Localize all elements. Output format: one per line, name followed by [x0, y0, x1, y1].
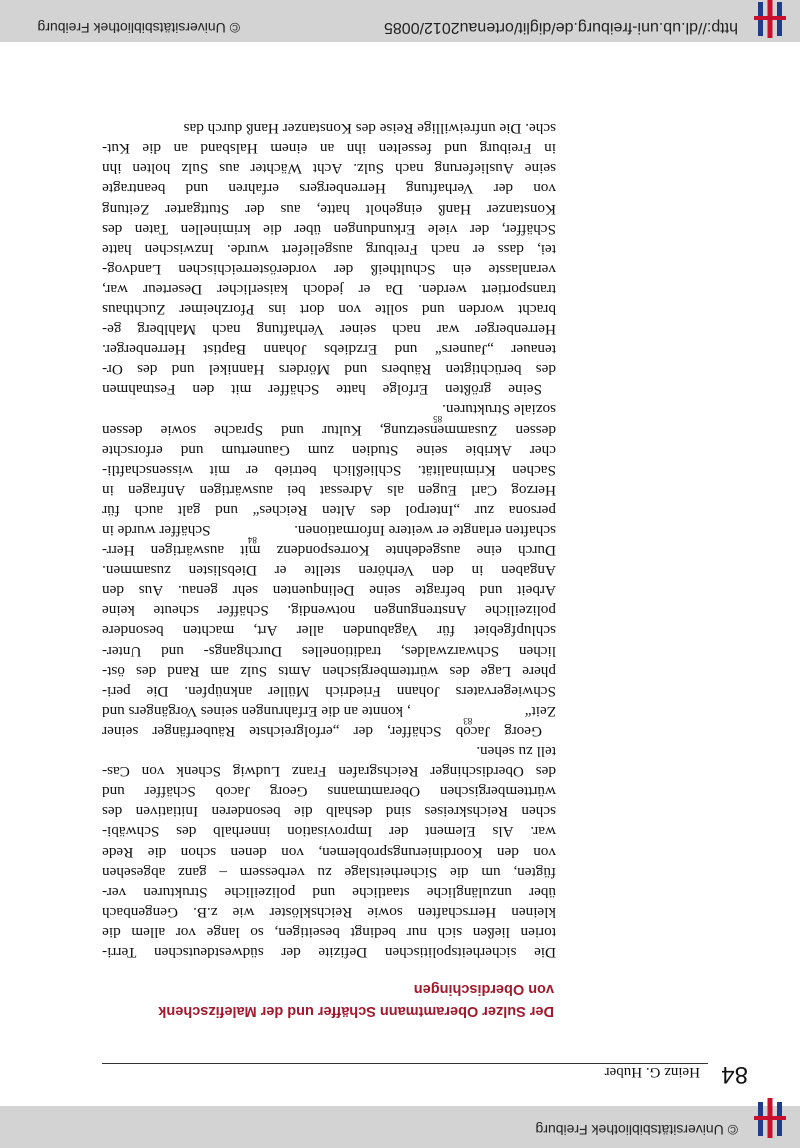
text-line: lichen Schwarzwaldes, traditionelles Durchgangs- und Unter-	[102, 642, 556, 660]
bottom-banner	[0, 0, 800, 42]
page-number: 84	[721, 1061, 748, 1088]
article-body	[102, 118, 556, 962]
article-title	[134, 978, 554, 1022]
text-line: Arbeit und befragte seine Delinquenten sehr genau. Aus den	[102, 582, 556, 600]
footnote-ref: 85	[433, 414, 443, 425]
source-url-link[interactable]: http://dl.ub.uni-freiburg.de/diglit/ortenau2012/0085	[383, 19, 738, 36]
text-line: Herrenberger war nach seiner Verhaftung nach Mahlberg ge-	[102, 321, 556, 339]
text-line: bracht worden und sollte von dort ins Pforzheimer Zuchthaus	[102, 301, 556, 318]
running-head-author: Heinz G. Huber	[604, 1064, 700, 1080]
text-line: persona zur „Interpol des Alten Reiches“ und galt auch für	[102, 501, 556, 519]
text-line: fügten, um die Sicherheitslage zu verbessern – ganz abgesehen	[102, 863, 556, 881]
text-line: Herzog Carl Eugen als Adressat bei auswärtigen Anfragen in	[102, 481, 556, 499]
text-line: cher Akribie seine Studien zum Gaunertum und erforschte	[102, 441, 556, 459]
text-line: Schäffer, der viele Erkundungen über die kriminellen Taten des	[102, 220, 556, 238]
text-line: schaften erlangte er weitere Informationen. 84 Schäffer wurde in	[102, 520, 556, 540]
copyright-notice: © Universitätsbibliothek Freiburg	[535, 1122, 738, 1138]
text-line: war. Als Element der Improvisation innerhalb des Schwäbi-	[102, 823, 556, 841]
text-line: Die sicherheitspolitischen Defizite der südwestdeutschen Terri-	[102, 944, 556, 961]
text-line: von der Verhaftung Herrenbergers erfahren und beantragte	[102, 180, 556, 198]
title-line: Der Sulzer Oberamtmann Schäffer und der Malefizschenk	[158, 1003, 554, 1019]
text-line: württembergischen Oberamtmanns Georg Jacob Schäffer und	[102, 783, 556, 801]
text-line: des berüchtigten Räubers und Mörders Hannikel und des Or-	[102, 361, 556, 379]
text-line: Durch eine ausgedehnte Korrespondenz mit auswärtigen Herr-	[102, 542, 556, 560]
text-line: sche. Die unfreiwillige Reise des Konstanzer Hanß durch das	[183, 120, 556, 138]
text-line: schen Reichskreises sind deshalb die besonderen Initiativen des	[102, 803, 556, 821]
text-line: soziale Strukturen. 85	[102, 399, 556, 419]
text-line: tenauer „Jauners“ und Erzdiebs Johann Baptist Herrenberger.	[102, 341, 556, 359]
text-line: transportiert werden. Da er jedoch kaiserlicher Deserteur war,	[102, 280, 556, 298]
text-line: Sachen Kriminalität. Schließlich betrieb er mit wissenschaftli-	[102, 461, 556, 479]
text-line: dessen Zusammensetzung, Kultur und Sprache sowie dessen	[102, 421, 556, 439]
text-line: des Oberdischinger Reichsgrafen Franz Ludwig Schenk von Cas-	[102, 763, 556, 781]
copyright-notice: © Universitätsbibliothek Freiburg	[37, 20, 240, 36]
text-line: über unzulängliche staatliche und polizeiliche Strukturen ver-	[102, 883, 556, 901]
footnote-ref: 83	[463, 715, 473, 726]
text-line: Konstanzer Hanß eingeholt hatte, aus der Stuttgarter Zeitung	[102, 200, 556, 218]
text-line: kleinen Herrschaften sowie Reichsklöster wie z.B. Gengenbach	[102, 903, 556, 921]
text-line: seine Auslieferung nach Sulz. Acht Wächter aus Sulz holten ihn	[102, 160, 556, 178]
title-line: von Oberdischingen	[413, 981, 554, 997]
top-banner	[0, 1106, 800, 1148]
text-line: torien ließen sich nur bedingt beseitigen, so lange vor allem die	[102, 923, 556, 941]
text-line: von den Koordinierungsproblemen, von denen schon die Rede	[102, 843, 556, 861]
text-line: phere Lage des württembergischen Amts Sulz am Rand des öst-	[102, 662, 556, 680]
text-line: polizeiliche Anstrengungen notwendig. Schäffer scheute keine	[102, 602, 556, 620]
text-line: veranlasste ein Schultheiß der vorderösterreichischen Landvog-	[102, 260, 556, 278]
text-line: in Freiburg und fesselten ihn an einem Halsband an die Kut-	[102, 140, 556, 158]
text-line: tell zu sehen.	[476, 743, 556, 761]
university-logo-icon	[750, 1098, 790, 1138]
text-line: Seine größten Erfolge hatte Schäffer mit den Festnahmen	[102, 381, 542, 399]
footnote-ref: 84	[247, 535, 257, 546]
text-line: Zeit“ 83 , konnte an die Erfahrungen seines Vorgängers und	[102, 701, 556, 721]
text-line: schlupfgebiet für Vagabunden aller Art, machten besondere	[102, 622, 556, 640]
header-rule	[102, 1063, 708, 1064]
university-logo-icon	[750, 0, 790, 38]
text-line: Georg Jacob Schäffer, der „erfolgreichste Räuberfänger seiner	[102, 722, 542, 740]
text-line: Angaben in den Verhören stellte er Diebslisten zusammen.	[102, 562, 556, 580]
text-line: Schwiegervaters Johann Friedrich Müller anknüpfen. Die peri-	[102, 682, 556, 700]
text-line: tei, dass er nach Freiburg ausgeliefert wurde. Inzwischen hatte	[102, 240, 556, 258]
